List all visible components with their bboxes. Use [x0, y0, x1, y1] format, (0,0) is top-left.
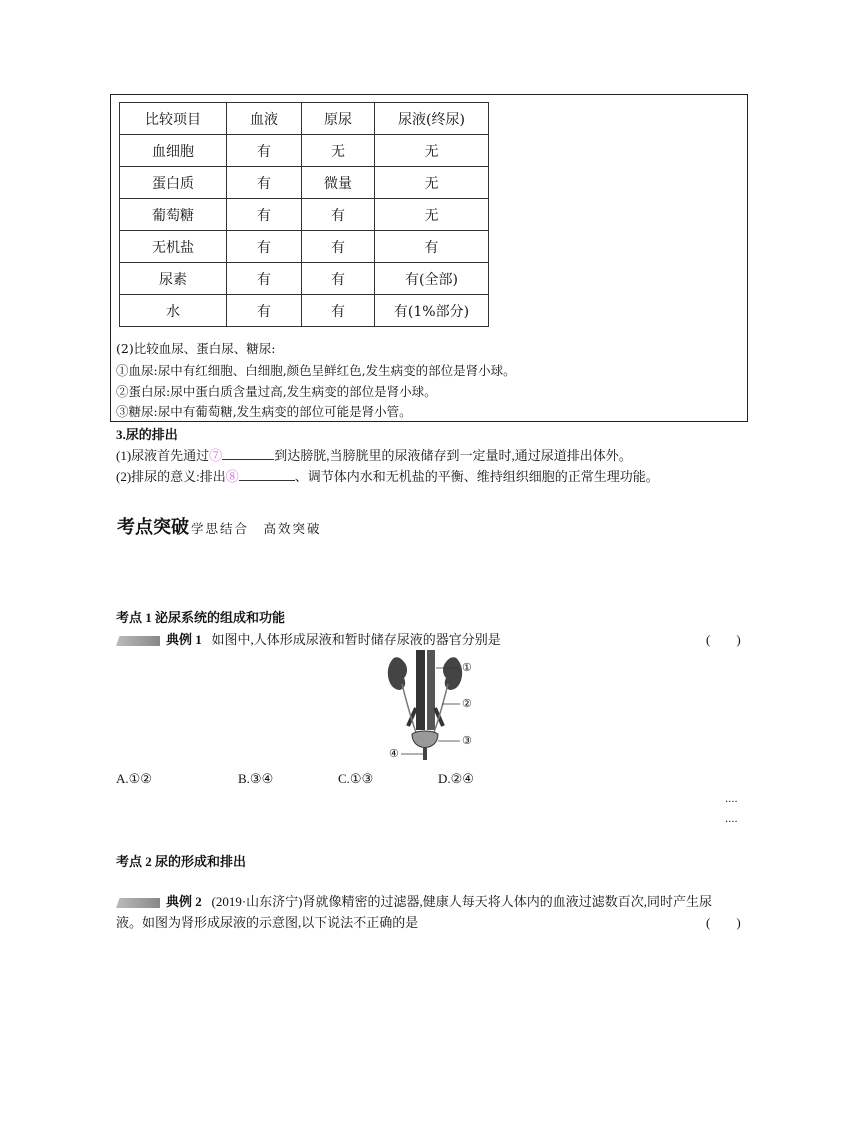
- table-cell: 有: [302, 199, 375, 231]
- figure-label: ④: [389, 747, 399, 760]
- text: (2)排尿的意义:排出: [116, 469, 226, 484]
- table-cell: 无: [302, 135, 375, 167]
- text: 到达膀胱,当膀胱里的尿液储存到一定量时,通过尿道排出体外。: [274, 448, 632, 463]
- option-c[interactable]: C.①③: [338, 771, 374, 786]
- figure-label: ③: [462, 734, 472, 747]
- table-cell: 有: [227, 263, 302, 295]
- figure-label: ①: [462, 661, 472, 674]
- table-cell: 有: [227, 135, 302, 167]
- table-cell: 葡萄糖: [120, 199, 227, 231]
- table-cell: 有: [227, 199, 302, 231]
- answer-mark: ⑧: [225, 469, 239, 484]
- example-banner-icon: [116, 898, 160, 908]
- table-cell: 无: [375, 167, 489, 199]
- table-cell: 水: [120, 295, 227, 327]
- notes-title: (2)比较血尿、蛋白尿、糖尿:: [116, 341, 276, 356]
- table-row: [120, 167, 489, 199]
- figure-label: ②: [462, 697, 472, 710]
- example-label: 典例 1: [166, 632, 202, 647]
- table-cell: 无: [375, 135, 489, 167]
- table-cell: 无机盐: [120, 231, 227, 263]
- note-item: ①血尿:尿中有红细胞、白细胞,颜色呈鲜红色,发生病变的部位是肾小球。: [116, 363, 516, 378]
- table-cell: 有: [302, 295, 375, 327]
- example-banner-icon: [116, 636, 160, 646]
- table-cell: 有: [227, 231, 302, 263]
- table-row: [120, 295, 489, 327]
- table-cell: 有: [302, 231, 375, 263]
- example1: [116, 629, 746, 648]
- table-row: [120, 199, 489, 231]
- text: (1)尿液首先通过: [116, 448, 210, 463]
- point1-heading: 考点 1 泌尿系统的组成和功能: [116, 610, 286, 625]
- table-header-cell: 尿液(终尿): [375, 103, 489, 135]
- table-header-cell: 原尿: [302, 103, 375, 135]
- dots: ····: [725, 797, 738, 808]
- answer-mark: ⑦: [209, 448, 223, 463]
- example2: [116, 891, 756, 910]
- table-header-cell: 血液: [227, 103, 302, 135]
- table-cell: 有: [227, 295, 302, 327]
- point2-heading: 考点 2 尿的形成和排出: [116, 854, 247, 869]
- table-row: [120, 231, 489, 263]
- table-cell: 蛋白质: [120, 167, 227, 199]
- answer-paren: ( ): [706, 915, 741, 930]
- table-cell: 有(全部): [375, 263, 489, 295]
- answer-blank[interactable]: [222, 448, 274, 460]
- note-item: ③糖尿:尿中有葡萄糖,发生病变的部位可能是肾小管。: [116, 404, 412, 419]
- section-title-text: 考点突破: [117, 517, 189, 537]
- table-cell: 血细胞: [120, 135, 227, 167]
- table-cell: 尿素: [120, 263, 227, 295]
- table-header-cell: 比较项目: [120, 103, 227, 135]
- table-header-row: [120, 103, 489, 135]
- excretion-heading: 3.尿的排出: [116, 427, 178, 442]
- question-text: (2019·山东济宁)肾就像精密的过滤器,健康人每天将人体内的血液过滤数百次,同时产生尿: [211, 894, 713, 909]
- table-row: [120, 263, 489, 295]
- question-text-line2: 液。如图为肾形成尿液的示意图,以下说法不正确的是: [116, 915, 419, 930]
- table-cell: 有: [227, 167, 302, 199]
- example-label: 典例 2: [166, 894, 202, 909]
- question-text: 如图中,人体形成尿液和暂时储存尿液的器官分别是: [211, 632, 501, 647]
- table-cell: 有: [302, 263, 375, 295]
- dots: ····: [725, 817, 738, 828]
- table-cell: 无: [375, 199, 489, 231]
- section-subtitle: 学思结合 高效突破: [191, 521, 322, 536]
- excretion-line-1: [116, 445, 632, 464]
- option-b[interactable]: B.③④: [238, 771, 274, 786]
- excretion-line-2: [116, 466, 659, 485]
- option-a[interactable]: A.①②: [116, 771, 152, 786]
- answer-paren: ( ): [706, 632, 741, 647]
- section-title: [117, 513, 322, 539]
- table-cell: 有: [375, 231, 489, 263]
- table-cell: 微量: [302, 167, 375, 199]
- table-row: [120, 135, 489, 167]
- note-item: ②蛋白尿:尿中蛋白质含量过高,发生病变的部位是肾小球。: [116, 384, 437, 399]
- comparison-table: [119, 102, 489, 327]
- answer-blank[interactable]: [239, 469, 295, 481]
- table-cell: 有(1%部分): [375, 295, 489, 327]
- option-d[interactable]: D.②④: [438, 771, 474, 786]
- text: 、调节体内水和无机盐的平衡、维持组织细胞的正常生理功能。: [294, 469, 659, 484]
